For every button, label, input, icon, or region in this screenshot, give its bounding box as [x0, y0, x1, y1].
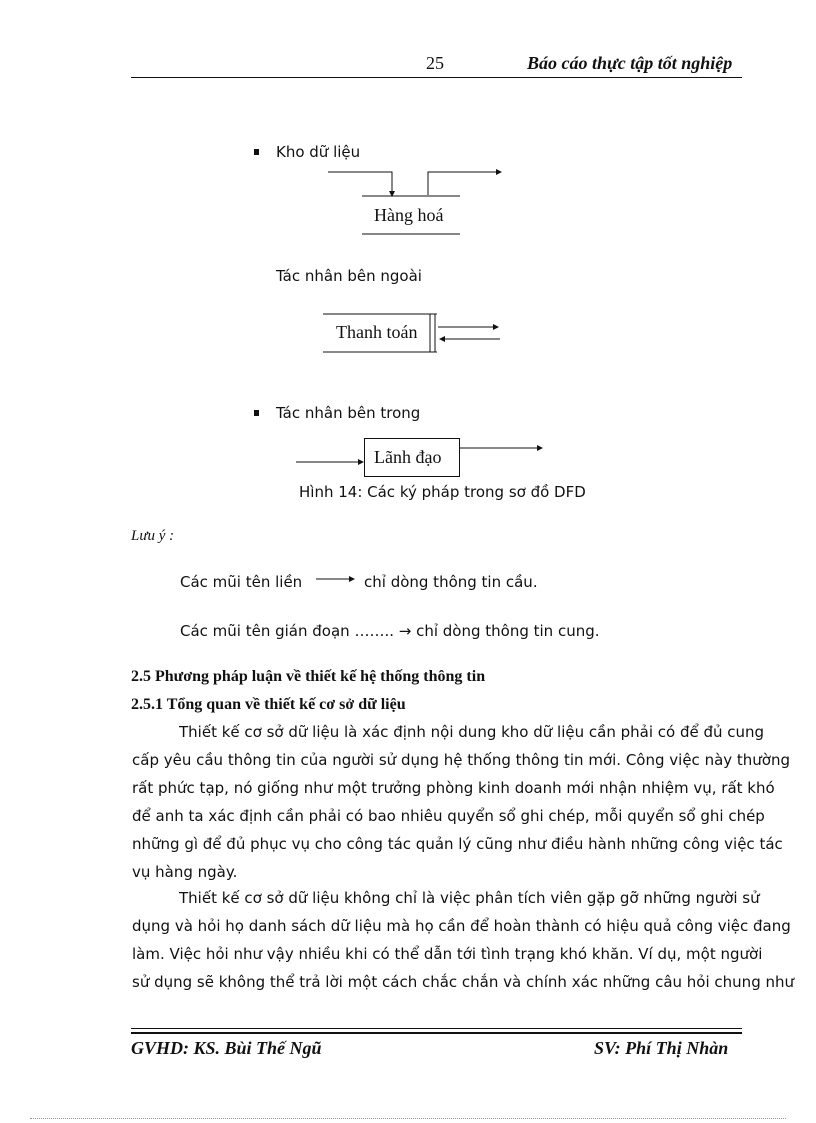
arrowhead-icon [493, 324, 499, 330]
bullet-icon [254, 410, 259, 416]
data-store-in-arrow [328, 172, 392, 195]
solid-arrow-suffix: chỉ dòng thông tin cầu. [364, 573, 538, 591]
arrowhead-icon [537, 445, 543, 451]
internal-agent-box-label: Lãnh đạo [374, 447, 442, 467]
paragraph-line: Thiết kế cơ sở dữ liệu là xác định nội dung kho dữ liệu cần phải có để đủ cung [179, 723, 765, 741]
external-agent-label: Tác nhân bên ngoài [276, 267, 422, 285]
paragraph-line: rất phức tạp, nó giống như một trưởng phòng kinh doanh mới nhận nhiệm vụ, rất khó [132, 779, 775, 797]
dashed-arrow-line: Các mũi tên gián đoạn …….. → chỉ dòng thông tin cung. [180, 622, 600, 640]
data-store-symbol [320, 160, 510, 240]
section-subheading: 2.5.1 Tổng quan về thiết kế cơ sở dữ liệu [131, 696, 406, 713]
page-number: 25 [426, 53, 444, 73]
solid-arrow-icon [314, 572, 358, 586]
footer-rule [131, 1028, 742, 1029]
figure-caption: Hình 14: Các ký pháp trong sơ đồ DFD [299, 483, 586, 501]
data-store-out-arrow [428, 172, 500, 195]
data-store-label: Kho dữ liệu [276, 143, 361, 161]
note-title: Lưu ý : [131, 528, 175, 544]
arrowhead-icon [358, 459, 364, 465]
internal-agent-label: Tác nhân bên trong [276, 404, 421, 422]
paragraph-line: những gì để đủ phục vụ cho công tác quản lý cũng như điều hành những công việc tác [132, 835, 783, 853]
page-bottom-border [30, 1118, 786, 1119]
footer-rule-thick [131, 1032, 742, 1034]
header-rule [131, 77, 742, 78]
paragraph-line: sử dụng sẽ không thể trả lời một cách chắc chắn và chính xác những câu hỏi chung như [132, 973, 794, 991]
paragraph-line: Thiết kế cơ sở dữ liệu không chỉ là việc phân tích viên gặp gỡ những người sử [179, 889, 760, 907]
arrowhead-icon [439, 336, 445, 342]
footer-student: SV: Phí Thị Nhàn [594, 1038, 729, 1058]
paragraph-line: vụ hàng ngày. [132, 863, 238, 881]
external-agent-box-label: Thanh toán [336, 322, 418, 342]
footer-supervisor: GVHD: KS. Bùi Thế Ngũ [131, 1038, 322, 1058]
data-store-box-label: Hàng hoá [374, 205, 444, 225]
paragraph-line: để anh ta xác định cần phải có bao nhiêu quyển sổ ghi chép, mỗi quyển sổ ghi chép [132, 807, 765, 825]
bullet-icon [254, 149, 259, 155]
paragraph-line: làm. Việc hỏi như vậy nhiều khi có thể dẫn tới tình trạng khó khăn. Ví dụ, một người [132, 945, 763, 963]
paragraph-line: cấp yêu cầu thông tin của người sử dụng hệ thống thông tin mới. Công việc này thường [132, 751, 791, 769]
solid-arrow-prefix: Các mũi tên liền [180, 573, 303, 591]
header-title: Báo cáo thực tập tốt nghiệp [527, 53, 733, 73]
paragraph-line: dụng và hỏi họ danh sách dữ liệu mà họ cần để hoàn thành có hiệu quả công việc đang [132, 917, 791, 935]
arrowhead-icon [496, 169, 502, 175]
section-heading: 2.5 Phương pháp luận về thiết kế hệ thống thông tin [131, 668, 486, 685]
